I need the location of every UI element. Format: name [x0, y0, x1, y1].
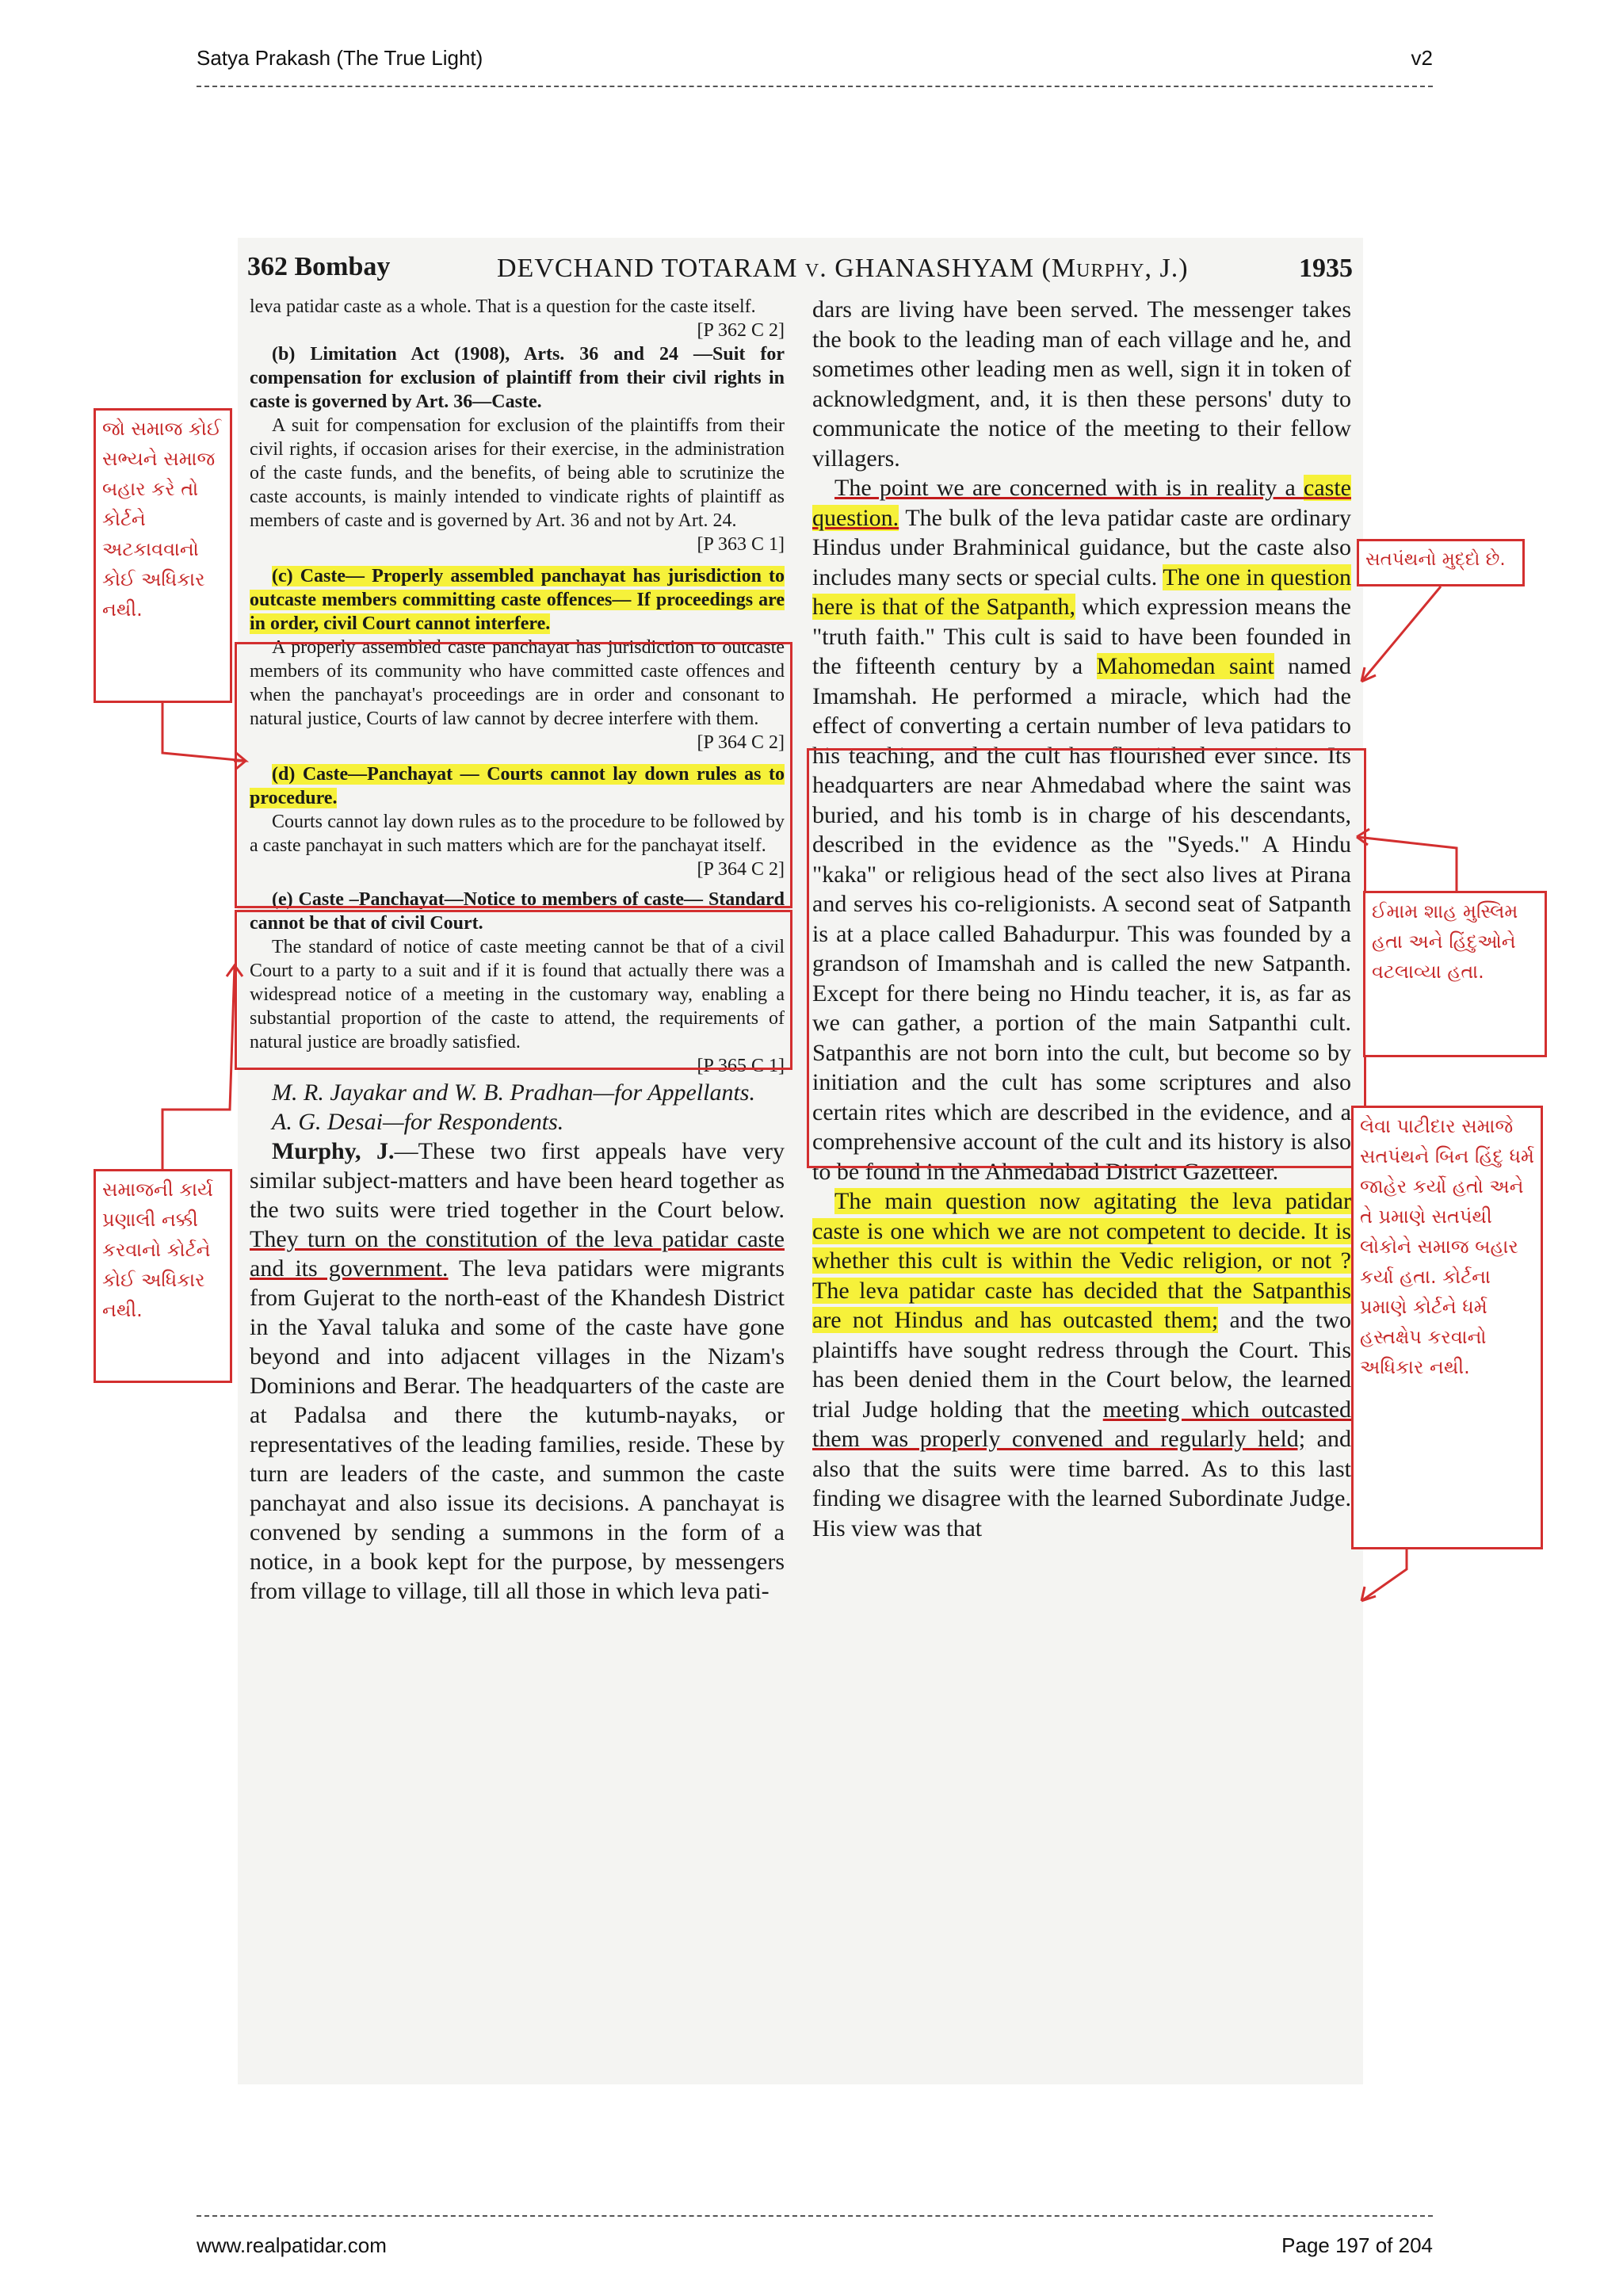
document-version: v2	[1411, 46, 1433, 70]
judgment-para-1: dars are living have been served. The messenger takes the book to the leading man of each village and he, and sometimes other leading men as well, sign it in token of acknowledgment, and, it is then these persons' duty to communicate the notice of the meeting to their fellow villagers.	[812, 296, 1351, 472]
headnote-c-title: (c) Caste— Properly assembled panchayat has jurisdiction to outcaste members committing caste offences— If proceedings are in order, civil Court cannot interfere.	[250, 566, 785, 634]
footer-divider	[197, 2215, 1433, 2217]
headnote-e-title: (e) Caste –Panchayat—Notice to members of caste— Standard cannot be that of civil Court.	[250, 889, 785, 934]
footer-page-number: Page 197 of 204	[1281, 2233, 1433, 2257]
document-title: Satya Prakash (The True Light)	[197, 46, 483, 70]
citation: [P 363 C 1]	[697, 534, 785, 555]
margin-note-5: લેવા પાટીદાર સમાજે સતપંથને બિન હિંદુ ધર્મ જાહેર કર્યો હતો અને તે પ્રમાણે સતપંથી લોકોને સમાજ બહાર કર્યા હતા. કોર્ટના પ્રમાણે કોર્ટને ધર્મ હસ્તક્ષેપ કરવાનો અધિકાર નથી.	[1351, 1106, 1543, 1549]
counsel-appellants: M. R. Jayakar and W. B. Pradhan—for Appellants.	[272, 1079, 755, 1106]
headnote-d-title: (d) Caste—Panchayat — Courts cannot lay down rules as to procedure.	[250, 764, 785, 808]
judgment-para-2: The point we are concerned with is in reality a caste question. The bulk of the leva patidar caste are ordinary Hindus under Brahminical guidance, but the caste also includes many sects or special cults. The one in question here is that of the Satpanth, which expression means the "truth faith." This cult is said to have been founded in the fifteenth century by a Mahomedan saint named Imamshah. He performed a miracle, which had the effect of converting a certain number of leva patidars to his teaching, and the cult has flourished ever since. Its headquarters are near Ahmedabad where the saint was buried, and his tomb is in charge of his descendants, described in the evidence as the "Syeds." A Hindu "kaka" or religious head of the sect also lives at Pirana and serves his co-religionists. A second seat of Satpanth is at a place called Bahadurpur. This was founded by a grandson of Imamshah and is called the new Satpanth. Except for there being no Hindu teacher, it is, as far as we can gather, a portion of the main Satpanthi cult. Satpanthis are not born into the cult, but become so by initiation and the cult has some scriptures and also certain rites which are described in the evidence, and a comprehensive account of the cult and its history is also to be found in the Ahmedabad District Gazetteer.	[812, 475, 1351, 1185]
headnote-a: leva patidar caste as a whole. That is a question for the caste itself.	[250, 296, 756, 317]
running-head-year: 1935	[1299, 254, 1353, 283]
running-head-page: 362 Bombay	[247, 252, 391, 281]
judgment-para-3: The main question now agitating the leva patidar caste is one which we are not competent to decide. It is whether this cult is within the Vedic religion, or not ? The leva patidar caste has decided that the Satpanthis are not Hindus and has outcasted them; and the two plaintiffs have sought redress through the Court. This has been denied them in the Court below, the learned trial Judge holding that the meeting which outcasted them was properly convened and regularly held; and also that the suits were time barred. As to this last finding we disagree with the learned Subordinate Judge. His view was that	[812, 1188, 1352, 1541]
judge-name: Murphy, J.	[272, 1138, 395, 1164]
counsel-respondents: A. G. Desai—for Respondents.	[272, 1109, 564, 1135]
headnote-b-title: (b) Limitation Act (1908), Arts. 36 and 24 —Suit for compensation for exclusion of plaintiff from their civil rights in caste is governed by Art. 36—Caste.	[250, 344, 785, 412]
headnote-e-body: The standard of notice of caste meeting cannot be that of a civil Court to a party to a suit and if it is found that actually there was a widespread notice of a meeting in the customary way, enabling a substantial proportion of the caste to attend, the requirements of natural justice are broadly satisfied.	[250, 937, 785, 1052]
citation: [P 362 C 2]	[697, 320, 785, 341]
running-head-case: DEVCHAND TOTARAM v. GHANASHYAM (Murphy, J.)	[497, 254, 1189, 283]
headnote-c-body: A properly assembled caste panchayat has jurisdiction to outcaste members of its community who have committed caste offences and when the panchayat's proceedings are in order and consonant to natural justice, Courts of law cannot by decree interfere with them.	[250, 637, 785, 729]
headnote-b-body: A suit for compensation for exclusion of the plaintiffs from their civil rights, if occasion arises for their exercise, in the administration of the caste funds, and the benefits, of being able to scrutinize the caste accounts, is mainly intended to vindicate rights of plaintiff as members of caste and is governed by Art. 36 and not by Art. 24.	[250, 415, 785, 531]
margin-note-1: જો સમાજ કોઈ સભ્યને સમાજ બહાર કરે તો કોર્ટને અટકાવવાનો કોઈ અધિકાર નથી.	[94, 408, 232, 703]
citation: [P 365 C 1]	[697, 1056, 785, 1076]
margin-note-2: સમાજની કાર્ય પ્રણાલી નક્કી કરવાનો કોર્ટને કોઈ અધિકાર નથી.	[94, 1169, 232, 1383]
footer-website[interactable]: www.realpatidar.com	[197, 2233, 387, 2257]
judgment-opening: Murphy, J.—These two first appeals have very similar subject-matters and have been heard together as the two suits were tried together in the Court below. They turn on the constitution of the leva patidar caste and its government. The leva patidars were migrants from Gujerat to the north-east of the Khandesh District in the Yaval taluka and some of the caste have gone beyond and into adjacent villages in the Nizam's Dominions and Berar. The headquarters of the caste are at Padalsa and there the kutumb-nayaks, or representatives of the leading families, reside. These by turn are leaders of the caste, and summon the caste panchayat and also issue its decisions. A panchayat is convened by sending a summons in the form of a notice, in a book kept for the purpose, by messengers from village to village, till all those in which leva pati-	[250, 1138, 785, 1604]
citation: [P 364 C 2]	[697, 859, 785, 880]
margin-note-3: સતપંથનો મુદ્દો છે.	[1357, 539, 1525, 586]
headnote-d-body: Courts cannot lay down rules as to the procedure to be followed by a caste panchayat in such matters which are for the panchayat itself.	[250, 812, 785, 856]
citation: [P 364 C 2]	[697, 732, 785, 753]
margin-note-4: ઈમામ શાહ મુસ્લિમ હતા અને હિંદુઓને વટલાવ્યા હતા.	[1363, 891, 1547, 1057]
